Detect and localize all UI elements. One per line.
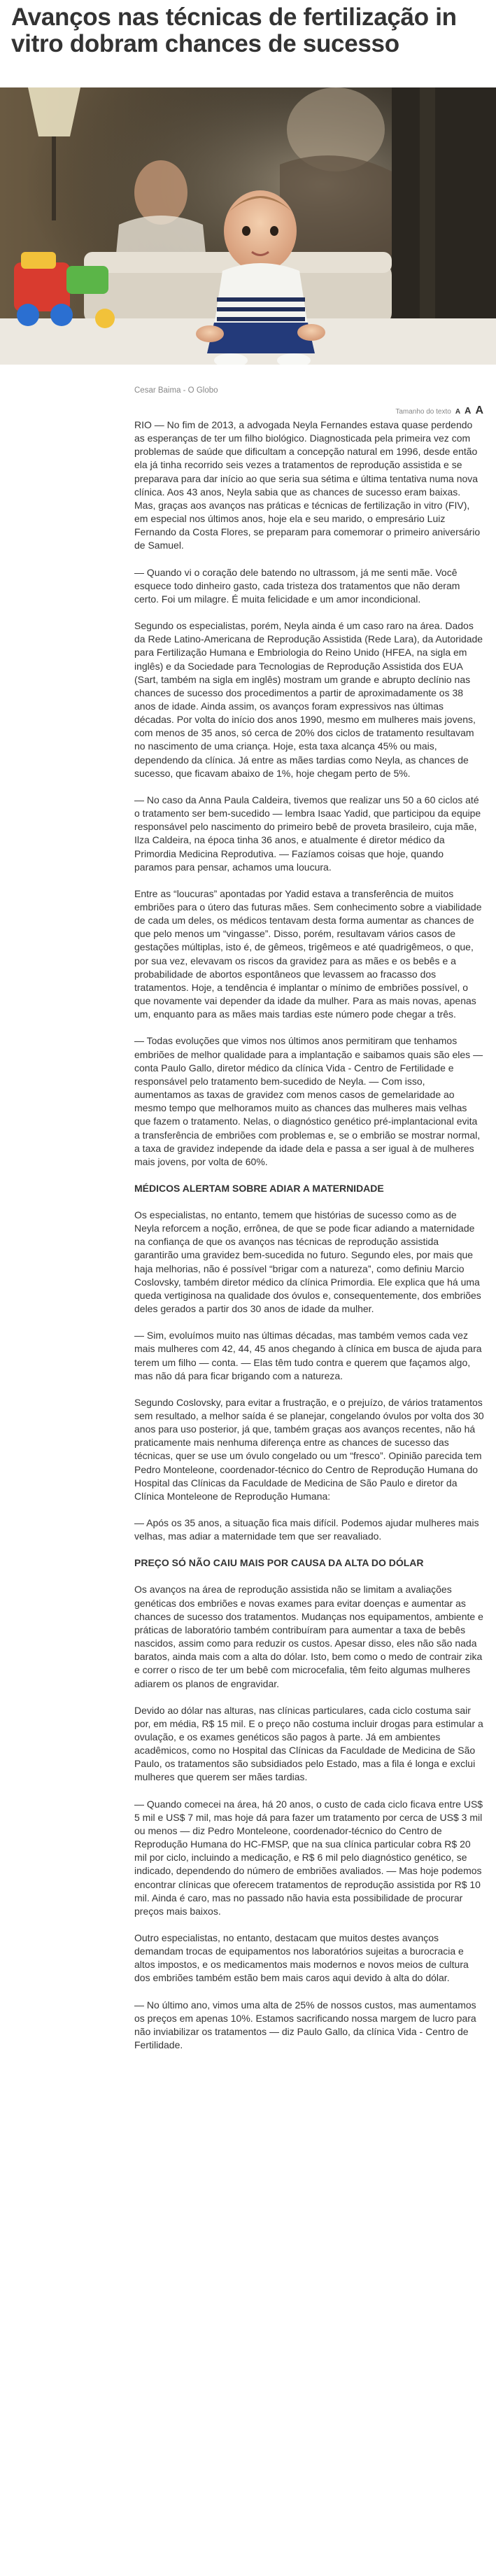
article-paragraph: — No caso da Anna Paula Caldeira, tivemos que realizar uns 50 a 60 ciclos até o tratamento ser bem-sucedido — lembra Isaac Yadid, que participou da equipe responsável pelo nascimento do primeiro bebê de proveta brasileiro, cuja mãe, Ilza Caldeira, na época tinha 36 anos, e atualmente é diretor médico da Primordia Medicina Reprodutiva. — Fazíamos coisas que hoje, quando paramos para pensar, achamos uma loucura. xyxy=(134,794,481,873)
article-paragraph: — Sim, evoluímos muito nas últimas décadas, mas também vemos cada vez mais mulheres com 42, 44, 45 anos chegando à clínica em busca de ajuda para terem um filho — conta. — Elas têm tudo contra e querem que façamos algo, mas não dá para ficar brigando com a natureza. xyxy=(134,1330,482,1381)
article-paragraph: — Após os 35 anos, a situação fica mais difícil. Podemos ajudar mulheres mais velhas, mas adiar a maternidade tem que ser reavaliado. xyxy=(134,1517,479,1542)
baby-photo-illustration xyxy=(0,87,496,365)
article-paragraph: Entre as “loucuras” apontadas por Yadid estava a transferência de muitos embriões para o útero das futuras mães. Sem conhecimento sobre a viabilidade de cada um deles, os médicos tentavam desta forma aumentar as chances de que pelo menos um “vingasse”. Disso, porém, resultavam vários casos de gestações múltiplas, isto é, de gêmeos, trigêmeos e até quadrigêmeos, o que, por sua vez, elevavam os riscos da gravidez para as mães e os bebês e a probabilidade de abortos espontâneos que levassem ao fracasso dos tratamentos. Hoje, a tendência é implantar o mínimo de embriões possível, o que novamente vai depender da idade da mulher. Para as mais novas, apenas um, enquanto para as mães mais tardias este número pode chegar a três. xyxy=(134,887,482,1020)
article-paragraph: Devido ao dólar nas alturas, nas clínicas particulares, cada ciclo costuma sair por, em média, R$ 15 mil. E o preço não costuma incluir drogas para estimular a ovulação, e os exames genéticos são pagos à parte. Já em ambientes acadêmicos, como no Hospital das Clínicas da Faculdade de Medicina de São Paulo, os tratamentos são subsidiados pelo Estado, mas a fila é longa e exclui mulheres que querem ser mães tardias. xyxy=(134,1704,483,1783)
text-size-small-button[interactable]: A xyxy=(455,408,461,416)
section-heading: PREÇO SÓ NÃO CAIU MAIS POR CAUSA DA ALTA DO DÓLAR xyxy=(134,1557,424,1569)
article-paragraph: Segundo Coslovsky, para evitar a frustração, e o prejuízo, de vários tratamentos sem resultado, a melhor saída é se planejar, congelando óvulos por volta dos 30 anos para uso posterior, já que, também graças aos avanços recentes, não há praticamente mais nenhuma diferença entre as chances de sucesso das técnicas, quer se use um óvulo congelado ou um “fresco”. Opinião parecida tem Pedro Monteleone, coordenador-técnico do Centro de Reprodução Humana do Hospital das Clínicas da Faculdade de Medicina de São Paulo e diretor da Clínica Monteleone de Reprodução Humana: xyxy=(134,1396,484,1502)
article-paragraph: — No último ano, vimos uma alta de 25% de nossos custos, mas aumentamos os preços em apenas 10%. Estamos sacrificando nossa margem de lucro para não inviabilizar os tratamentos — diz Paulo Gallo, da clínica Vida - Centro de Fertilidade. xyxy=(134,1999,476,2051)
article-paragraph: Os especialistas, no entanto, temem que histórias de sucesso como as de Neyla reforcem a noção, errônea, de que se pode ficar adiando a maternidade na confiança de que os avanços nas técnicas de reprodução assistida garantirão uma gravidez bem-sucedida no futuro. Segundo eles, por mais que haja melhorias, não é possível “brigar com a natureza”, como definiu Marcio Coslovsky, também diretor médico da clínica Primordia. Ele explica que há uma queda vertiginosa na qualidade dos óvulos e, consequentemente, dos embriões deles gerados a partir dos 30 anos de idade da mulher. xyxy=(134,1209,481,1315)
section-heading: MÉDICOS ALERTAM SOBRE ADIAR A MATERNIDADE xyxy=(134,1182,384,1194)
article-paragraph: Os avanços na área de reprodução assistida não se limitam a avaliações genéticas dos embriões e novas exames para evitar doenças e aumentar as chances de sucesso dos tratamentos. Mudanças nos equipamentos, ambiente e práticas de laboratório também contribuíram para aumentar a taxa de bebês nascidos, assim como para reduzir os custos. Apesar disso, eles não são nada baratos, ainda mais com a alta do dólar. Isto, bem como o medo de contrair zika e correr o risco de ter um bebê com microcefalia, têm feito algumas mulheres adiarem os planos de engravidar. xyxy=(134,1584,483,1689)
article-paragraph: RIO — No fim de 2013, a advogada Neyla Fernandes estava quase perdendo as esperanças de ter um filho biológico. Diagnosticada pela primeira vez com problemas de saúde que dificultam a concepção natural em 1996, desde então ela já tinha recorrido seis vezes a tratamentos de reprodução assistida e se preparava para dar início ao que seria sua sétima e última tentativa numa nova clínica. Aos 43 anos, Neyla sabia que as chances de sucesso eram baixas. Mas, graças aos avanços nas práticas e técnicas de fertilização in vitro (FIV), em especial nos últimos anos, hoje ela e seu marido, o empresário Luiz Fernando da Costa Flores, se preparam para comemorar o primeiro aniversário de Samuel. xyxy=(134,419,481,551)
article-headline: Avanços nas técnicas de fertilização in vitro dobram chances de sucesso xyxy=(11,3,457,57)
text-size-controls xyxy=(395,404,483,417)
article-paragraph: — Quando comecei na área, há 20 anos, o custo de cada ciclo ficava entre US$ 5 mil e US$ 7 mil, mas hoje dá para fazer um tratamento por cerca de US$ 3 mil ou menos — diz Pedro Monteleone, coordenador-técnico do Centro de Reprodução Humana do HC-FMSP, que na sua clínica particular cobra R$ 20 mil por ciclo, incluindo a medicação, e R$ 6 mil pelo diagnóstico genético, se indicado, dependendo do número de embriões avaliados. — Mas hoje podemos encontrar clínicas que oferecem tratamentos de reprodução assistida por R$ 10 mil. Ainda é caro, mas no passado não havia esta possibilidade de procurar preços mais baixos. xyxy=(134,1798,483,1917)
article-paragraph: — Quando vi o coração dele batendo no ultrassom, já me senti mãe. Você esquece todo dinheiro gasto, cada tristeza dos tratamentos que não deram certo. Foi um milagre. É muita felicidade e um amor incondicional. xyxy=(134,566,460,605)
text-size-large-button[interactable]: A xyxy=(475,404,483,416)
article-paragraph: — Todas evoluções que vimos nos últimos anos permitiram que tenhamos embriões de melhor qualidade para a implantação e saibamos quais são eles — conta Paulo Gallo, diretor médico da clínica Vida - Centro de Fertilidade e responsável pelo tratamento bem-sucedido de Neyla. — Com isso, aumentamos as taxas de gravidez com menos casos de gemelaridade ao mesmo tempo que melhoramos muito as chances das mulheres mais velhas que fazem o tratamento. Nelas, o diagnóstico genético pré-implantacional evita a transferência de embriões com problemas e, se o embrião se mostrar normal, a taxa de gravidez independe da idade dela e passa a ser igual à de mulheres mais jovens, por volta de 60%. xyxy=(134,1035,483,1167)
text-size-label: Tamanho do texto xyxy=(395,408,451,416)
article-photo xyxy=(0,87,496,365)
photo-credit: Cesar Baima - O Globo xyxy=(134,386,218,395)
text-size-medium-button[interactable]: A xyxy=(465,405,472,416)
article-body xyxy=(134,418,484,2065)
article-paragraph: Segundo os especialistas, porém, Neyla ainda é um caso raro na área. Dados da Rede Latino-Americana de Reprodução Assistida (Rede Lara), da Autoridade para Fertilização Humana e Embriologia do Reino Unido (HFEA, na sigla em inglês) e da Sociedade para Tecnologias de Reprodução Assistida dos EUA (Sart, também na sigla em inglês) mostram um grande e abrupto declínio nas chances de sucesso dos procedimentos a partir de aproximadamente os 38 anos de idade. Ainda assim, os avanços foram expressivos nas últimas décadas. Por volta do início dos anos 1990, mesmo em mulheres mais jovens, com menos de 35 anos, só cerca de 20% dos ciclos de tratamento resultavam no nascimento de uma criança. Hoje, esta taxa alcança 45% ou mais, dependendo da clínica. Já entre as mães tardias como Neyla, as chances de sucesso, que ficavam abaixo de 1%, hoje chegam perto de 5%. xyxy=(134,620,483,779)
article-paragraph: Outro especialistas, no entanto, destacam que muitos destes avanços demandam trocas de equipamentos nos laboratórios sujeitas a burocracia e altos impostos, e os medicamentos mais modernos e novos meios de cultura dos embriões também estão bem mais caros aqui devido à alta do dólar. xyxy=(134,1932,469,1984)
